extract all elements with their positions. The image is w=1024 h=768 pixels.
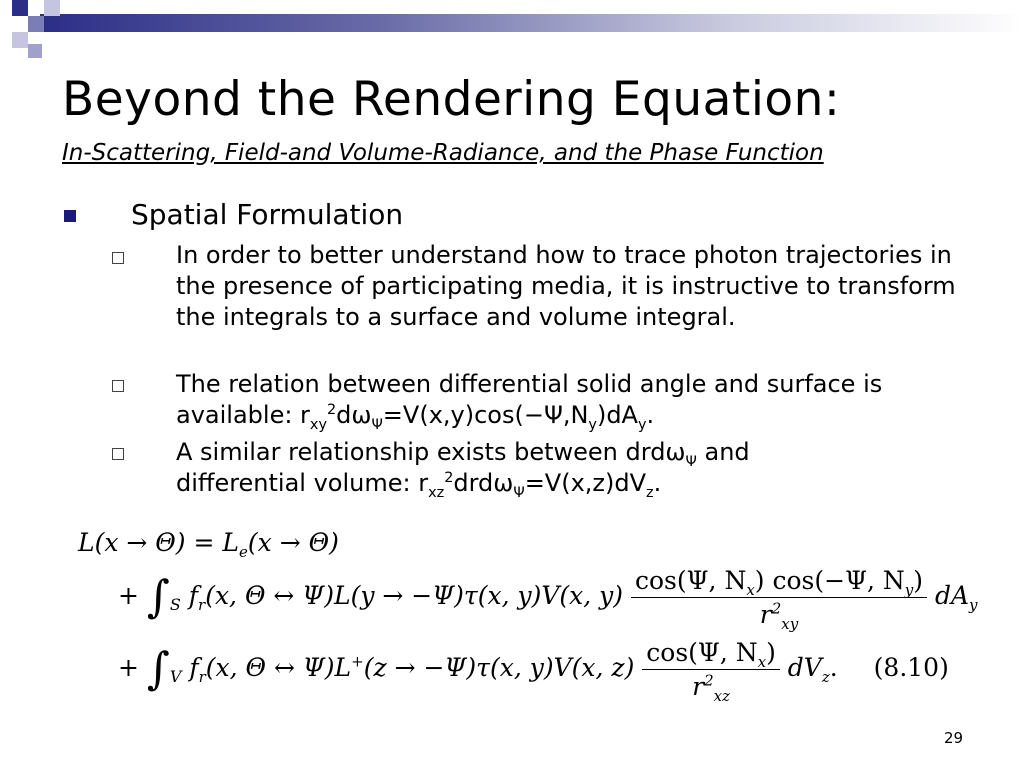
equation-number: (8.10) <box>873 653 949 682</box>
slide-title: Beyond the Rendering Equation: <box>62 72 841 127</box>
sub-bullet-1: In order to better understand how to trace photon trajectories in the presence of participating media, it is instructive to transform the integrals to a surface and volume integral. <box>176 241 956 331</box>
decorative-square <box>12 0 28 16</box>
sub-bullet-box-icon <box>112 252 124 264</box>
fraction-volume: $\frac{\cos(\Psi, N_x)}{r^2_{xz}}$ <box>642 638 780 701</box>
header-gradient-bar <box>40 14 1024 32</box>
sub-bullet-box-icon <box>112 380 124 392</box>
equation-line-2: + $\int_S$ $f_r(x$, Θ ↔ Ψ)L(y → −Ψ)τ(x, y)V(x, y) $\frac{\cos(\Psi, N_x) \cos(-\Psi, N_y)}{r^2_{xy}}$ $dA_y$ <box>118 566 978 633</box>
fraction-surface: $\frac{\cos(\Psi, N_x) \cos(-\Psi, N_y)}{r^2_{xy}}$ <box>631 566 927 629</box>
bullet-spatial-formulation: Spatial Formulation <box>131 198 404 231</box>
page-number: 29 <box>944 729 964 747</box>
slide-subtitle: In-Scattering, Field-and Volume-Radiance, and the Phase Function <box>62 140 824 166</box>
decorative-square <box>28 16 44 32</box>
bullet-square-icon <box>64 210 76 222</box>
sub-bullet-box-icon <box>112 448 124 460</box>
equation-line-1: $L(x \to \Theta) = L_e(x \to \Theta)$ <box>78 528 339 561</box>
decorative-square <box>28 44 42 58</box>
decorative-square <box>44 0 60 16</box>
sub-bullet-2: The relation between differential solid angle and surface is available: $r_{xy}^2d\omega_\Psi=V(x,y)\cos(-\Psi,N_y)dA_y$. <box>176 370 883 433</box>
sub-bullet-3: A similar relationship exists between drdω$_\Psi$ and differential volume: $r_{xz}^2drd\omega_\Psi=V(x,z)dV_z$. <box>176 438 750 501</box>
equation-line-3: + $\int_V$ $f_r(x$, Θ ↔ Ψ)L+(z → −Ψ)τ(x, y)V(x, z) $\frac{\cos(\Psi, N_x)}{r^2_{xz}}$ $dV_z$. (8.10) <box>118 638 949 705</box>
decorative-square <box>12 32 28 48</box>
rendering-equation-formula <box>78 528 978 718</box>
